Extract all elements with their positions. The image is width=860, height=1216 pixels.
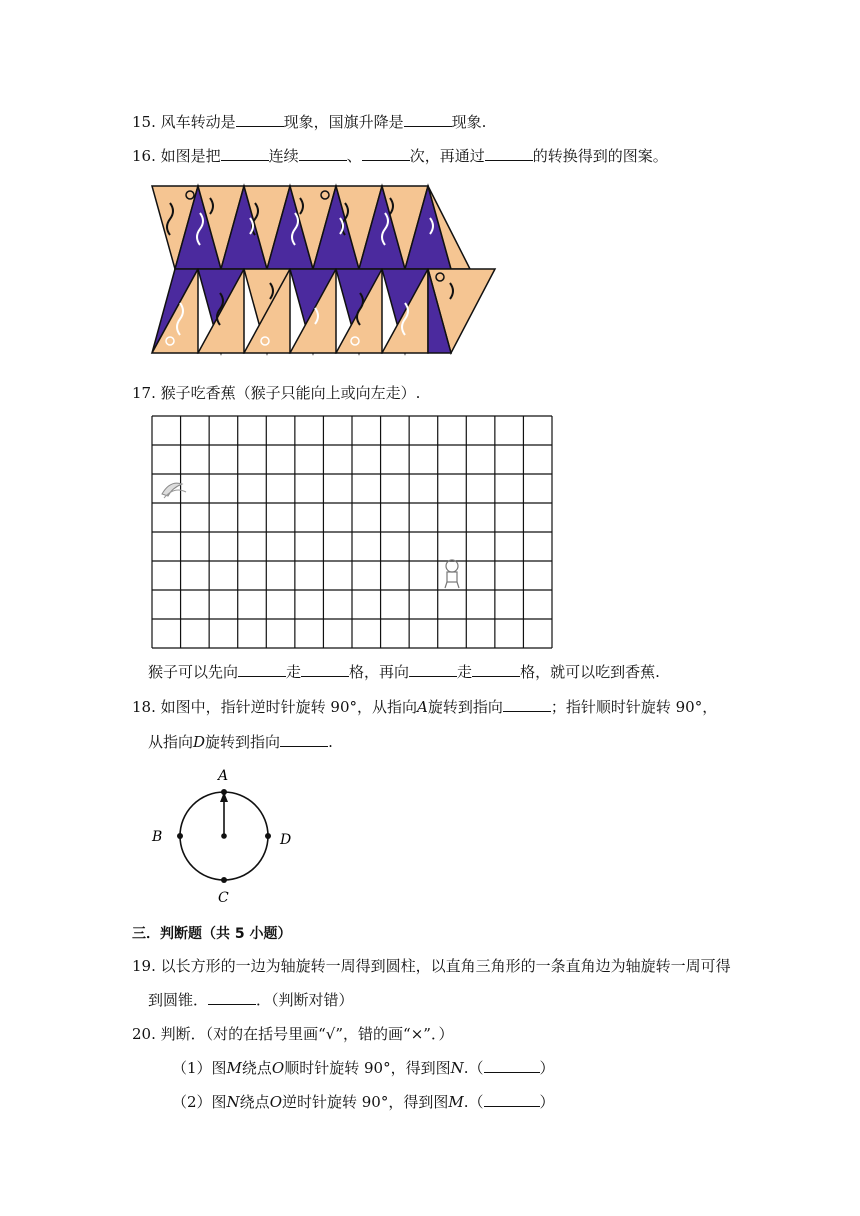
q20-s1-text-3: 顺时针旋转 90°，得到图 bbox=[284, 1059, 451, 1077]
q20-s2-text-2: 绕点 bbox=[239, 1093, 270, 1111]
q18-blank-1[interactable] bbox=[503, 697, 551, 712]
q20-s1-m: M bbox=[226, 1059, 242, 1077]
q17-answer-text-5: 格，就可以吃到香蕉. bbox=[520, 663, 660, 681]
q17-answer-line bbox=[148, 662, 660, 682]
q17-blank-4[interactable] bbox=[472, 662, 520, 677]
q20-s1-text-1: （1）图 bbox=[172, 1059, 227, 1077]
question-16 bbox=[132, 146, 668, 166]
q17-answer-text-3: 格，再向 bbox=[349, 663, 410, 681]
q18-text-5: 旋转到指向 bbox=[205, 733, 281, 751]
q17-text: 猴子吃香蕉（猴子只能向上或向左走）. bbox=[160, 384, 421, 402]
monkey-banana-grid bbox=[150, 414, 554, 650]
pointer-circle-figure bbox=[148, 764, 298, 909]
q18-text-1: 如图中，指针逆时针旋转 90°，从指向 bbox=[160, 698, 417, 716]
q16-number: 16. bbox=[132, 147, 156, 165]
monkey-icon bbox=[445, 560, 459, 588]
q18-point-d: D bbox=[193, 733, 206, 751]
q16-blank-4[interactable] bbox=[485, 146, 533, 161]
q20-s2-blank[interactable] bbox=[484, 1092, 540, 1107]
q17-blank-1[interactable] bbox=[238, 662, 286, 677]
q17-blank-3[interactable] bbox=[409, 662, 457, 677]
q17-answer-text-4: 走 bbox=[457, 663, 473, 681]
banana-icon bbox=[162, 483, 186, 498]
q20-s2-text-3: 逆时针旋转 90°，得到图 bbox=[282, 1093, 449, 1111]
q19-text-3: ．（判断对错） bbox=[256, 991, 354, 1009]
q20-text: 判断．（对的在括号里画“√”，错的画“×”．） bbox=[160, 1025, 454, 1043]
q19-text-2: 到圆锥． bbox=[148, 991, 209, 1009]
q15-blank-1[interactable] bbox=[236, 112, 284, 127]
q15-text-3: 现象. bbox=[451, 113, 487, 131]
label-d: D bbox=[280, 832, 292, 848]
q20-s2-close: ） bbox=[539, 1093, 555, 1111]
question-19-line-1 bbox=[132, 956, 731, 976]
label-b: B bbox=[152, 829, 163, 845]
q18-text-4: 从指向 bbox=[148, 733, 194, 751]
q18-text-6: . bbox=[328, 733, 333, 751]
q16-blank-3[interactable] bbox=[362, 146, 410, 161]
q20-s2-text-1: （2）图 bbox=[172, 1093, 227, 1111]
q19-blank[interactable] bbox=[208, 990, 256, 1005]
q17-answer-text-1: 猴子可以先向 bbox=[148, 663, 239, 681]
question-18-line-2 bbox=[148, 732, 333, 752]
q20-s1-n: N bbox=[450, 1059, 464, 1077]
q18-text-3: ；指针顺时针旋转 90°， bbox=[550, 698, 718, 716]
q19-number: 19. bbox=[132, 957, 156, 975]
q15-blank-2[interactable] bbox=[404, 112, 452, 127]
q16-blank-1[interactable] bbox=[221, 146, 269, 161]
question-20 bbox=[132, 1024, 453, 1044]
q20-s1-close: ） bbox=[539, 1059, 555, 1077]
q18-number: 18. bbox=[132, 698, 156, 716]
q18-text-2: 旋转到指向 bbox=[427, 698, 503, 716]
q20-s1-o: O bbox=[271, 1059, 285, 1077]
q17-blank-2[interactable] bbox=[301, 662, 349, 677]
q20-sub-1 bbox=[172, 1058, 555, 1078]
q16-text-5: 的转换得到的图案。 bbox=[532, 147, 668, 165]
q16-text-4: 次，再通过 bbox=[409, 147, 485, 165]
q15-text-1: 风车转动是 bbox=[160, 113, 236, 131]
q17-number: 17. bbox=[132, 384, 156, 402]
q16-text-3: 、 bbox=[346, 147, 362, 165]
q17-answer-text-2: 走 bbox=[286, 663, 302, 681]
q15-text-2: 现象，国旗升降是 bbox=[283, 113, 404, 131]
q20-sub-2 bbox=[172, 1092, 555, 1112]
q19-text-1: 以长方形的一边为轴旋转一周得到圆柱，以直角三角形的一条直角边为轴旋转一周可得 bbox=[160, 957, 731, 975]
q16-text-1: 如图是把 bbox=[160, 147, 221, 165]
q20-s2-m: M bbox=[448, 1093, 464, 1111]
q15-number: 15. bbox=[132, 113, 156, 131]
tessellation-figure bbox=[150, 183, 500, 358]
q20-number: 20. bbox=[132, 1025, 156, 1043]
label-a: A bbox=[218, 768, 229, 784]
q16-blank-2[interactable] bbox=[299, 146, 347, 161]
question-19-line-2 bbox=[148, 990, 354, 1010]
q20-s1-blank[interactable] bbox=[484, 1058, 540, 1073]
section-3-heading: 三．判断题（共 5 小题） bbox=[132, 926, 292, 942]
label-c: C bbox=[218, 890, 229, 906]
question-18-line-1 bbox=[132, 697, 717, 717]
q20-s2-n: N bbox=[226, 1093, 240, 1111]
q18-blank-2[interactable] bbox=[280, 732, 328, 747]
q20-s1-text-2: 绕点 bbox=[241, 1059, 272, 1077]
question-15 bbox=[132, 112, 486, 132]
q20-s2-text-4: .（ bbox=[463, 1093, 484, 1111]
question-17 bbox=[132, 383, 420, 403]
q20-s2-o: O bbox=[269, 1093, 282, 1111]
q20-s1-text-4: .（ bbox=[463, 1059, 484, 1077]
q16-text-2: 连续 bbox=[268, 147, 299, 165]
q18-point-a: A bbox=[417, 698, 428, 716]
